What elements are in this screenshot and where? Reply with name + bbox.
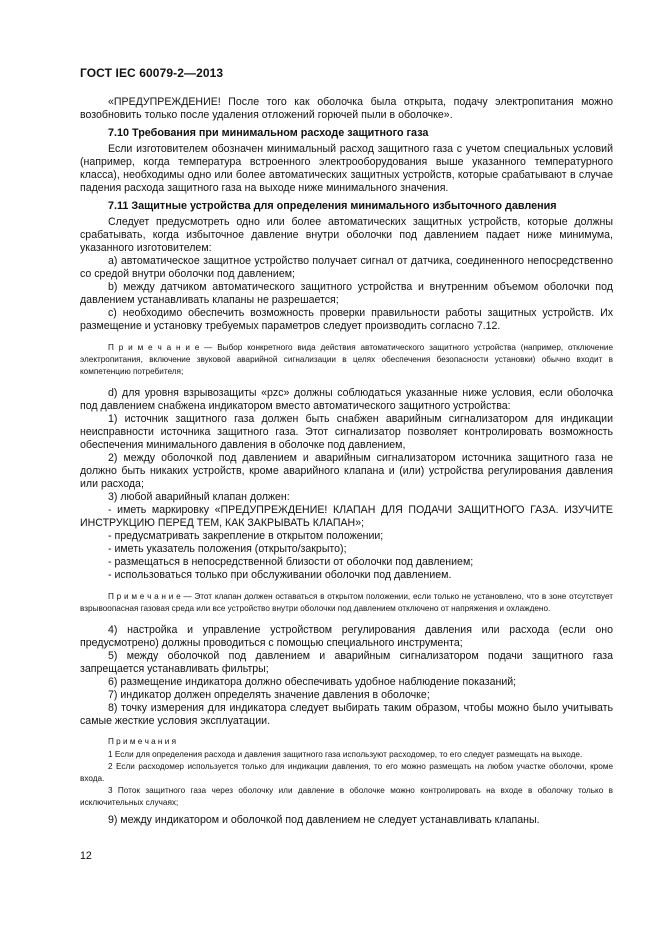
note-1-text: — Выбор конкретного вида действия автоматического защитного устройства (например, отключение электропитания, включение звуковой аварийной сигнализации в целях обеспечения безопасности установки) обычно входит в компетенцию потребителя;: [80, 343, 613, 376]
item-d3: 3) любой аварийный клапан должен:: [108, 491, 290, 503]
item-d: d) для уровня взрывозащиты «pzc» должны соблюдаться указанные ниже условия, если оболочка под давлением снабжена индикатором вместо автоматического защитного устройства:: [80, 387, 613, 412]
item-d3-bullet-5: - использоваться только при обслуживании оболочки под давлением.: [108, 569, 452, 581]
document-header: ГОСТ IEC 60079-2—2013: [80, 66, 224, 80]
note-2: [80, 591, 613, 615]
item-d4: 4) настройка и управление устройством регулирования давления или расхода (если оно предусмотрено) должны проводиться с помощью специального инструмента;: [80, 624, 613, 649]
item-a: a) автоматическое защитное устройство получает сигнал от датчика, соединенного непосредственно со средой внутри оболочки под давлением;: [80, 255, 613, 280]
item-d3-bullet-1: - иметь маркировку «ПРЕДУПРЕЖДЕНИЕ! КЛАПАН ДЛЯ ПОДАЧИ ЗАЩИТНОГО ГАЗА. ИЗУЧИТЕ ИНСТРУКЦИЮ ПЕРЕД ТЕМ, КАК ЗАКРЫВАТЬ КЛАПАН»;: [80, 504, 613, 529]
note-item-1: 1 Если для определения расхода и давления защитного газа используют расходомер, то его следует размещать на выходе.: [108, 750, 583, 759]
paragraph-warning-purge: «ПРЕДУПРЕЖДЕНИЕ! После того как оболочка была открыта, подачу электропитания можно возобновить только после удаления отложений горючей пыли в оболочке».: [80, 96, 613, 121]
page-content: [80, 96, 613, 827]
note-item-3: 3 Поток защитного газа через оболочку или давление в оболочке можно контролировать на входе в оболочку только в исключительных случаях;: [80, 786, 613, 807]
note-item-2: 2 Если расходомер используется только для индикации давления, то его можно размещать на любом участке оболочки, кроме входа.: [80, 762, 613, 783]
note-1: [80, 342, 613, 378]
item-d6: 6) размещение индикатора должно обеспечивать удобное наблюдение показаний;: [108, 676, 517, 688]
note-2-text: — Этот клапан должен оставаться в открытом положении, если только не установлено, что в зоне отсутствует взрывоопасная газовая среда или все устройство внутри оболочки под давлением отключено от напряжения и охлаждено.: [80, 592, 613, 613]
note-1-label: П р и м е ч а н и е: [108, 343, 200, 352]
item-d3-bullet-2: - предусматривать закрепление в открытом положении;: [108, 530, 384, 542]
item-b: b) между датчиком автоматического защитного устройства и внутренним объемом оболочки под давлением устанавливать клапаны не разрешается;: [80, 281, 613, 306]
item-d3-bullet-4: - размещаться в непосредственной близости от оболочки под давлением;: [108, 556, 474, 568]
item-d3-bullet-3: - иметь указатель положения (открыто/закрыто);: [108, 543, 347, 555]
item-c: c) необходимо обеспечить возможность проверки правильности работы защитных устройств. Их размещение и установку требуемых параметров следует производить согласно 7.12.: [80, 307, 613, 332]
item-d9: 9) между индикатором и оболочкой под давлением не следует устанавливать клапаны.: [108, 814, 540, 826]
notes-heading: П р и м е ч а н и я: [108, 737, 177, 746]
item-d8: 8) точку измерения для индикатора следует выбирать таким образом, чтобы можно было учитывать самые жесткие условия эксплуатации.: [80, 702, 613, 727]
item-d2: 2) между оболочкой под давлением и аварийным сигнализатором источника защитного газа не должно быть никаких устройств, кроме аварийного клапана и (или) устройства регулирования давления или расхода;: [80, 452, 613, 490]
item-d7: 7) индикатор должен определять значение давления в оболочке;: [108, 689, 430, 701]
page-number: 12: [80, 850, 92, 862]
section-7-10-body: Если изготовителем обозначен минимальный расход защитного газа с учетом специальных условий (например, когда температура встроенного электрооборудования выше указанного температурного класса), необходимы одно или более автоматических защитных устройств, которые срабатывают в случае падения расхода защитного газа на выходе ниже минимального значения.: [80, 143, 613, 194]
item-d5: 5) между оболочкой под давлением и аварийным сигнализатором подачи защитного газа запрещается устанавливать фильтры;: [80, 650, 613, 675]
section-7-11-heading: 7.11 Защитные устройства для определения минимального избыточного давления: [108, 200, 557, 212]
section-7-10-heading: 7.10 Требования при минимальном расходе защитного газа: [108, 127, 429, 139]
item-d1: 1) источник защитного газа должен быть снабжен аварийным сигнализатором для индикации неисправности источника защитного газа. Этот сигнализатор позволяет контролировать возможность обеспечения минимального давления в оболочке под давлением,: [80, 413, 613, 451]
section-7-11-intro: Следует предусмотреть одно или более автоматических защитных устройств, которые должны срабатывать, когда избыточное давление внутри оболочки под давлением падает ниже минимума, указанного изготовителем:: [80, 216, 613, 254]
note-2-label: П р и м е ч а н и е: [108, 592, 181, 601]
